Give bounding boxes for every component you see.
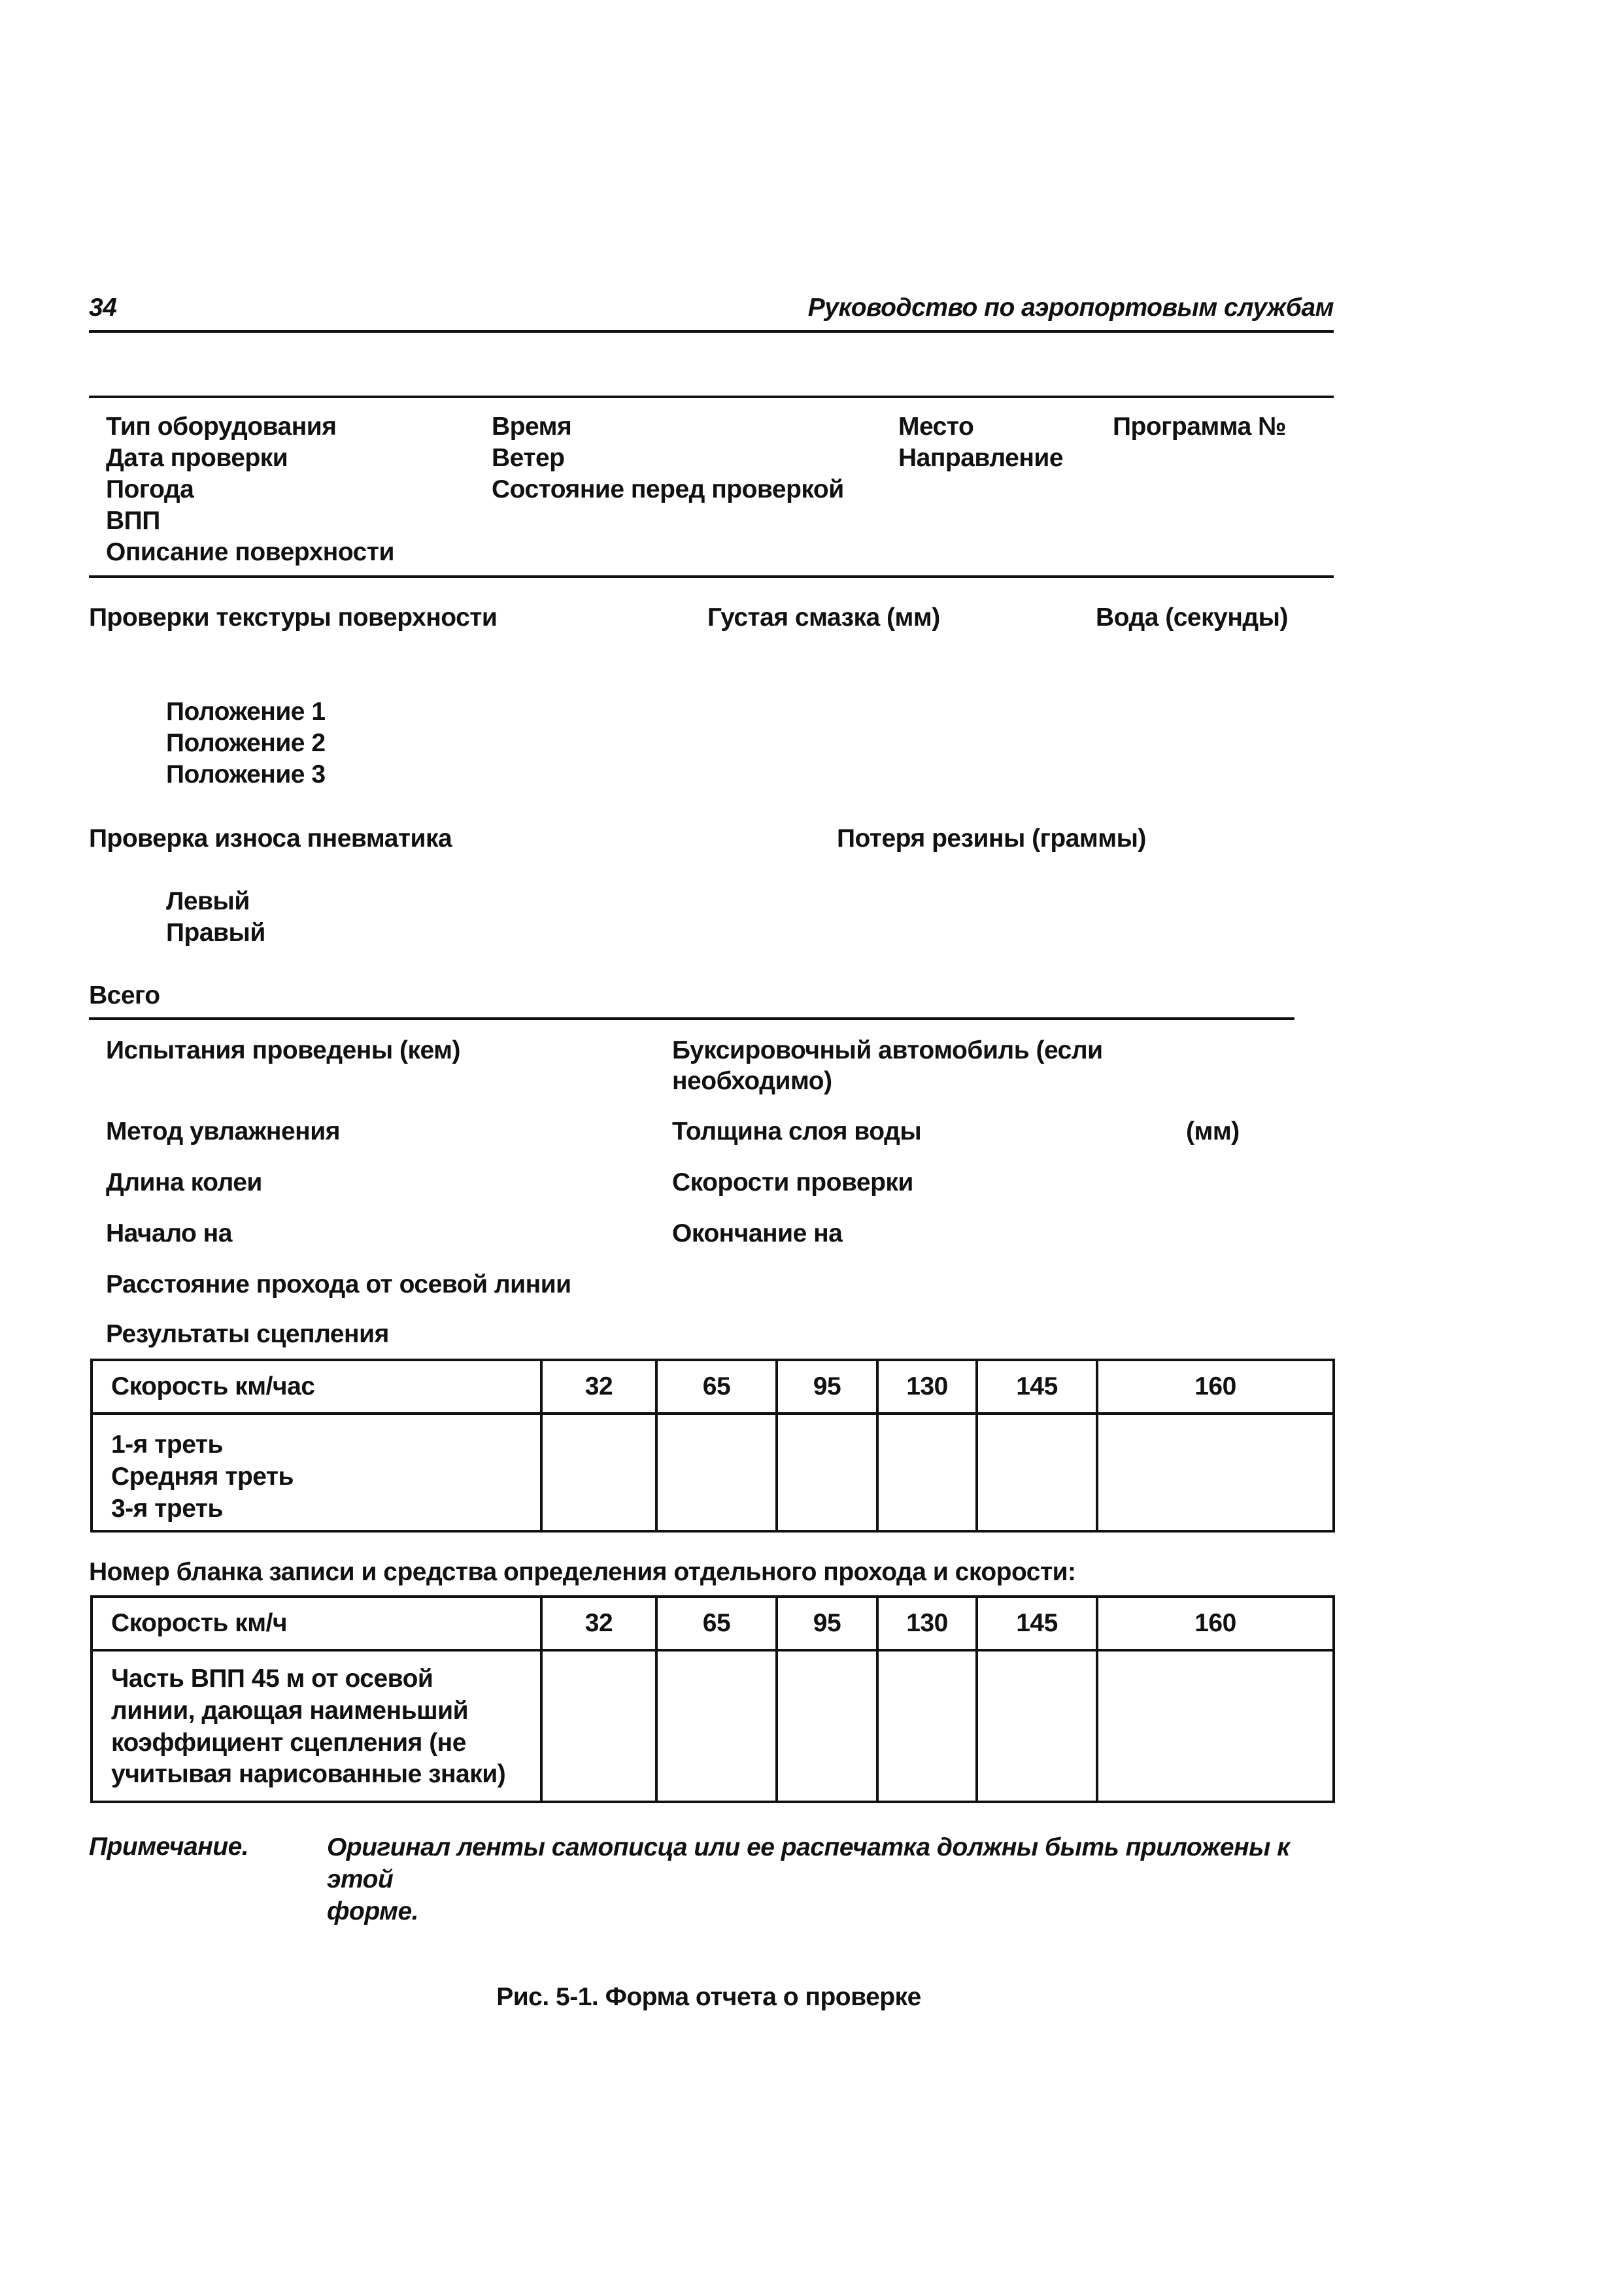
figure-caption: Рис. 5-1. Форма отчета о проверке: [496, 1983, 921, 2011]
surface-description-label: Описание поверхности: [106, 538, 394, 566]
thirds-label-cell: 1-я треть Средняя треть 3-я треть: [92, 1414, 541, 1531]
pre-check-condition-label: Состояние перед проверкой: [492, 475, 844, 503]
test-speeds-label: Скорости проверки: [672, 1168, 913, 1196]
speed-65-cell: 65: [656, 1597, 777, 1650]
water-depth-unit: (мм): [1186, 1117, 1240, 1145]
speed-header-cell: Скорость км/ч: [92, 1597, 541, 1650]
right-tire-label: Правый: [166, 919, 265, 947]
speed-32-cell: 32: [541, 1597, 656, 1650]
table-row: [92, 1414, 1334, 1531]
value-cell[interactable]: [977, 1414, 1097, 1531]
program-number-label: Программа №: [1113, 413, 1287, 441]
value-cell[interactable]: [541, 1650, 656, 1802]
equipment-type-label: Тип оборудования: [106, 413, 337, 441]
header-rule: [89, 330, 1334, 333]
value-cell[interactable]: [656, 1414, 777, 1531]
note-label: Примечание.: [89, 1833, 249, 1861]
value-cell[interactable]: [1097, 1414, 1334, 1531]
value-cell[interactable]: [541, 1414, 656, 1531]
end-at-label: Окончание на: [672, 1219, 843, 1247]
speed-32-cell: 32: [541, 1360, 656, 1414]
friction-results-label: Результаты сцепления: [106, 1320, 389, 1348]
friction-results-table: [90, 1359, 1335, 1533]
position-1-label: Положение 1: [166, 698, 326, 726]
record-form-note: Номер бланка записи и средства определения отдельного прохода и скорости:: [89, 1558, 1076, 1586]
speed-130-cell: 130: [877, 1360, 977, 1414]
speed-95-cell: 95: [777, 1597, 877, 1650]
wetting-method-label: Метод увлажнения: [106, 1117, 340, 1145]
note-text: Оригинал ленты самописца или ее распечатка должны быть приложены к этой форме.: [327, 1833, 1290, 1925]
info-top-rule: [89, 396, 1334, 398]
track-length-label: Длина колеи: [106, 1168, 262, 1196]
speed-160-cell: 160: [1097, 1360, 1334, 1414]
speed-160-cell: 160: [1097, 1597, 1334, 1650]
conducted-by-label: Испытания проведены (кем): [106, 1036, 461, 1064]
runway-label: ВПП: [106, 507, 160, 535]
speed-95-cell: 95: [777, 1360, 877, 1414]
running-title: Руководство по аэропортовым службам: [807, 294, 1334, 322]
water-label: Вода (секунды): [1096, 603, 1288, 632]
water-depth-label: Толщина слоя воды: [672, 1117, 922, 1145]
position-2-label: Положение 2: [166, 729, 326, 757]
tow-vehicle-label: Буксировочный автомобиль (если необходимо): [672, 1036, 1103, 1095]
value-cell[interactable]: [1097, 1650, 1334, 1802]
info-bottom-rule: [89, 575, 1334, 578]
table-row: [92, 1650, 1334, 1802]
weather-label: Погода: [106, 475, 194, 503]
speed-header-cell: Скорость км/час: [92, 1360, 541, 1414]
value-cell[interactable]: [977, 1650, 1097, 1802]
total-rule: [89, 1017, 1294, 1020]
table-header-row: [92, 1360, 1334, 1414]
left-tire-label: Левый: [166, 887, 250, 915]
speed-145-cell: 145: [977, 1597, 1097, 1650]
page-number: 34: [89, 294, 117, 322]
speed-65-cell: 65: [656, 1360, 777, 1414]
value-cell[interactable]: [877, 1650, 977, 1802]
speed-130-cell: 130: [877, 1597, 977, 1650]
runway-part-label-cell: Часть ВПП 45 м от осевой линии, дающая наименьший коэффициент сцепления (не учитывая нарисованные знаки): [92, 1650, 541, 1802]
lowest-friction-table: [90, 1595, 1335, 1803]
tire-wear-title: Проверка износа пневматика: [89, 824, 452, 853]
texture-checks-title: Проверки текстуры поверхности: [89, 603, 498, 632]
start-at-label: Начало на: [106, 1219, 232, 1247]
time-label: Время: [492, 413, 572, 441]
total-label: Всего: [89, 981, 160, 1009]
value-cell[interactable]: [877, 1414, 977, 1531]
speed-145-cell: 145: [977, 1360, 1097, 1414]
rubber-loss-label: Потеря резины (граммы): [837, 824, 1146, 853]
direction-label: Направление: [898, 444, 1064, 472]
grease-label: Густая смазка (мм): [707, 603, 940, 632]
value-cell[interactable]: [777, 1650, 877, 1802]
position-3-label: Положение 3: [166, 760, 326, 788]
value-cell[interactable]: [777, 1414, 877, 1531]
wind-label: Ветер: [492, 444, 565, 472]
check-date-label: Дата проверки: [106, 444, 288, 472]
centerline-offset-label: Расстояние прохода от осевой линии: [106, 1270, 571, 1298]
value-cell[interactable]: [656, 1650, 777, 1802]
table-header-row: [92, 1597, 1334, 1650]
location-label: Место: [898, 413, 974, 441]
